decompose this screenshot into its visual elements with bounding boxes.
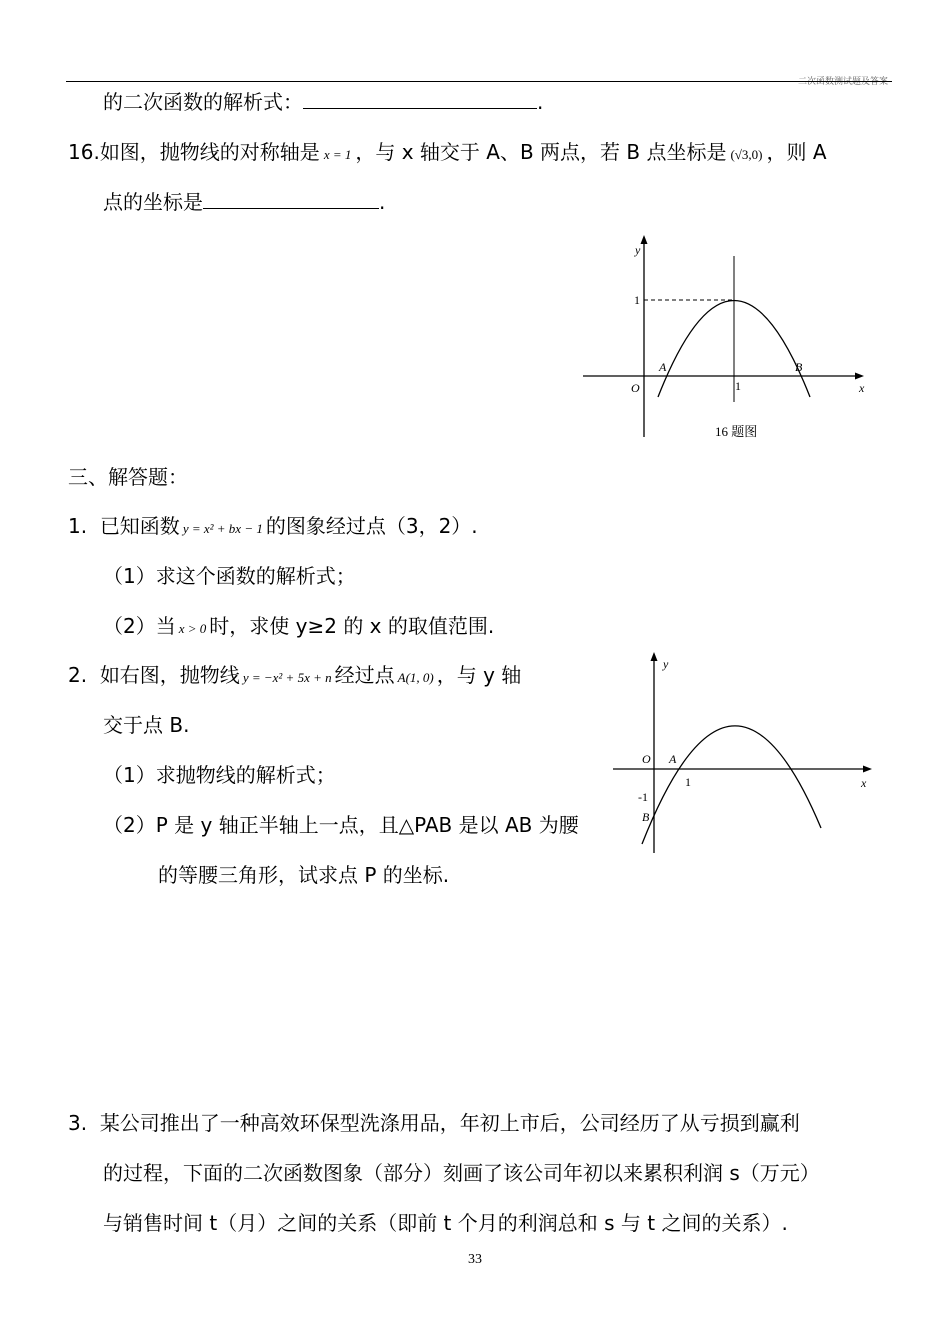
- p3-line-1: [68, 1111, 800, 1135]
- section-3-title: 三、解答题：: [68, 465, 188, 489]
- p2-sub-2-cont: 的等腰三角形，试求点 P 的坐标.: [158, 863, 450, 887]
- fig2-y-arrow: [651, 652, 658, 661]
- figure-16-parabola: [575, 232, 875, 442]
- p1-sub-2: [103, 614, 494, 641]
- q16-text-4: 点的坐标是: [103, 190, 203, 214]
- p2-text-1: 如右图，抛物线: [99, 663, 240, 687]
- fig2-point-b: B: [642, 810, 650, 824]
- fig2-origin: O: [642, 752, 651, 766]
- p2-parabola-formula: y = −x² + 5x + n: [242, 670, 332, 685]
- fig16-origin: O: [631, 381, 640, 395]
- fig16-caption: 16 题图: [715, 424, 758, 439]
- p1-number: 1.: [68, 514, 88, 538]
- p1-text-1: 已知函数: [99, 514, 180, 538]
- q16-answer-blank[interactable]: [203, 190, 379, 209]
- p2-point-a: A(1, 0): [397, 670, 434, 685]
- p2-text-3: ，与 y 轴: [436, 663, 522, 687]
- q16-number: 16.: [68, 140, 100, 164]
- q16-text-3: ，则 A: [766, 140, 827, 164]
- q16-axis-formula: x = 1: [323, 147, 352, 162]
- q16-line-1: [68, 140, 827, 167]
- page-number: 33: [468, 1252, 482, 1267]
- fig2-parabola-curve: [642, 726, 821, 844]
- fig2-tick-y: -1: [638, 790, 648, 804]
- q15-tail-line: [103, 90, 543, 114]
- fig16-y-arrow: [641, 235, 648, 244]
- p2-text-2: 经过点: [334, 663, 395, 687]
- p1-text-2: 的图象经过点（3，2）.: [265, 514, 478, 538]
- p1-sub2-text-b: 时，求使 y≥2 的 x 的取值范围.: [209, 614, 495, 638]
- q16-line-2: [103, 190, 385, 214]
- fig2-y-label: y: [663, 657, 669, 671]
- q16-text-2: ，与 x 轴交于 A、B 两点，若 B 点坐标是: [355, 140, 727, 164]
- fig16-x-label: x: [859, 381, 865, 395]
- fig16-tick-x: 1: [735, 379, 741, 393]
- q15-answer-blank[interactable]: [303, 90, 537, 109]
- fig16-x-arrow: [855, 373, 864, 380]
- fig16-tick-y: 1: [634, 293, 640, 307]
- p3-text-1: 某公司推出了一种高效环保型洗涤用品，年初上市后，公司经历了从亏损到赢利: [99, 1111, 800, 1135]
- q15-text: 的二次函数的解析式：: [103, 90, 303, 114]
- p2-number: 2.: [68, 663, 88, 687]
- fig2-x-label: x: [861, 776, 867, 790]
- fig16-y-label: y: [635, 243, 641, 257]
- p2-sub-2: （2）P 是 y 轴正半轴上一点，且△PAB 是以 AB 为腰: [103, 813, 579, 837]
- p1-sub-1: （1）求这个函数的解析式；: [103, 564, 356, 588]
- p3-number: 3.: [68, 1111, 88, 1135]
- fig16-point-b: B: [795, 360, 803, 374]
- q16-end: .: [379, 190, 386, 214]
- p1-sub2-text-a: （2）当: [103, 614, 176, 638]
- fig2-point-a: A: [669, 752, 677, 766]
- q16-text-1: 如图，抛物线的对称轴是: [99, 140, 320, 164]
- p3-line-3: 与销售时间 t（月）之间的关系（即前 t 个月的利润总和 s 与 t 之间的关系）.: [103, 1211, 788, 1235]
- figure-p2-parabola: [605, 648, 880, 858]
- fig2-x-arrow: [863, 766, 872, 773]
- p2-line-1: [68, 663, 521, 690]
- q16-point-b-coord: (√3,0): [730, 147, 763, 162]
- header-rule: [66, 81, 892, 82]
- p1-line-1: [68, 514, 478, 541]
- p1-function-formula: y = x² + bx − 1: [182, 521, 263, 536]
- running-header: 二次函数测试题及答案: [797, 77, 888, 87]
- q15-end: .: [537, 90, 544, 114]
- fig16-point-a: A: [659, 360, 667, 374]
- p3-line-2: 的过程，下面的二次函数图象（部分）刻画了该公司年初以来累积利润 s（万元）: [103, 1161, 820, 1185]
- p2-sub-1: （1）求抛物线的解析式；: [103, 763, 336, 787]
- fig2-tick-x: 1: [685, 775, 691, 789]
- p1-sub2-condition: x > 0: [178, 621, 207, 636]
- p2-line-2: 交于点 B.: [103, 713, 190, 737]
